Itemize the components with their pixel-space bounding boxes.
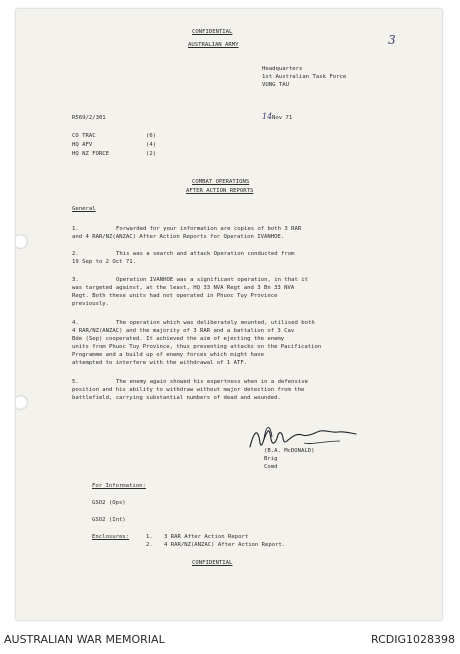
distribution-to: CO TRAC xyxy=(72,133,96,139)
enclosure-number: 2. xyxy=(146,542,153,548)
paragraph-line: Programme and a build up of enemy forces which might have xyxy=(72,352,264,358)
classification-top: CONFIDENTIAL xyxy=(192,29,233,35)
hq-line-3: VUNG TAU xyxy=(262,82,289,88)
paragraph-line: Forwarded for your information are copies of both 3 RAR xyxy=(116,226,302,232)
for-information-heading: For Information: xyxy=(92,483,146,489)
signatory-rank: Brig xyxy=(264,456,278,462)
paragraph-line: This was a search and attack Operation conducted from xyxy=(116,251,295,257)
paragraph-number: 4. xyxy=(72,320,79,326)
paragraph-line: position and his ability to withdraw without major detection from the xyxy=(72,387,305,393)
signatory-role: Comd xyxy=(264,464,278,470)
letter-date: Nov 71 xyxy=(272,115,293,121)
distribution-copies: (4) xyxy=(146,142,157,148)
paragraph-number: 3. xyxy=(72,277,79,283)
classification-bottom: CONFIDENTIAL xyxy=(192,560,233,566)
enclosures-label: Enclosures: xyxy=(92,534,130,540)
info-recipient: GSO2 (Ops) xyxy=(92,500,126,506)
title-line-1: COMBAT OPERATIONS xyxy=(192,179,250,185)
paragraph-line: and 4 RAR/NZ(ANZAC) After Action Reports for Operation IVANHOE. xyxy=(72,234,285,240)
distribution-copies: (2) xyxy=(146,151,157,157)
paragraph-line: The operation which was deliberately mounted, utilised both xyxy=(116,320,315,326)
distribution-to: HQ AFV xyxy=(72,142,93,148)
archive-name: AUSTRALIAN WAR MEMORIAL xyxy=(4,633,165,646)
paragraph-line: previously. xyxy=(72,301,110,307)
paragraph-line: was targeted against, at the least, HQ 33 NVA Regt and 3 Bn 33 NVA xyxy=(72,285,295,291)
enclosure-number: 1. xyxy=(146,534,153,540)
punch-hole-top xyxy=(16,234,28,249)
signatory-name: (B.A. McDONALD) xyxy=(264,448,315,454)
page-number: 3 xyxy=(388,33,396,47)
general-heading: General xyxy=(72,206,96,212)
hq-line-1: Headquarters xyxy=(262,66,303,72)
paragraph-number: 5. xyxy=(72,379,79,385)
enclosure-item: 4 RAR/NZ(ANZAC) After Action Report. xyxy=(164,542,286,548)
punch-hole-bottom xyxy=(16,395,28,410)
paragraph-line: Bde (Sep) cooperated. It achieved the aim of ejecting the enemy xyxy=(72,336,285,342)
paragraph-line: Regt. Both these units had not operated in Phuoc Tuy Province xyxy=(72,293,278,299)
paragraph-line: battlefield, carrying substantial numbers of dead and wounded. xyxy=(72,395,281,401)
distribution-to: HQ NZ FORCE xyxy=(72,151,110,157)
paragraph-line: The enemy again showed his expertness when in a defensive xyxy=(116,379,308,385)
paragraph-line: attempted to interfere with the withdrawal of 1 ATF. xyxy=(72,360,248,366)
paragraph-line: 4 RAR/NZ(ANZAC) and the majority of 3 RAR and a battalion of 3 Cav xyxy=(72,328,295,334)
paragraph-line: 19 Sep to 2 Oct 71. xyxy=(72,259,136,265)
date-handwritten: 14 xyxy=(262,112,273,121)
unit-name: AUSTRALIAN ARMY xyxy=(188,42,239,48)
title-line-2: AFTER ACTION REPORTS xyxy=(186,188,254,194)
paragraph-line: units from Phuoc Tuy Province, thus preventing attacks on the Pacification xyxy=(72,344,322,350)
archive-reference: RCDIG1028398 xyxy=(370,633,455,646)
distribution-copies: (6) xyxy=(146,133,157,139)
info-recipient: GSO2 (Int) xyxy=(92,517,126,523)
file-reference: R569/2/301 xyxy=(72,115,106,121)
paragraph-number: 2. xyxy=(72,251,79,257)
hq-line-2: 1st Australian Task Force xyxy=(262,74,347,80)
paragraph-number: 1. xyxy=(72,226,79,232)
enclosure-item: 3 RAR After Action Report xyxy=(164,534,249,540)
document-page xyxy=(16,9,442,620)
paragraph-line: Operation IVANHOE was a significant operation, in that it xyxy=(116,277,308,283)
